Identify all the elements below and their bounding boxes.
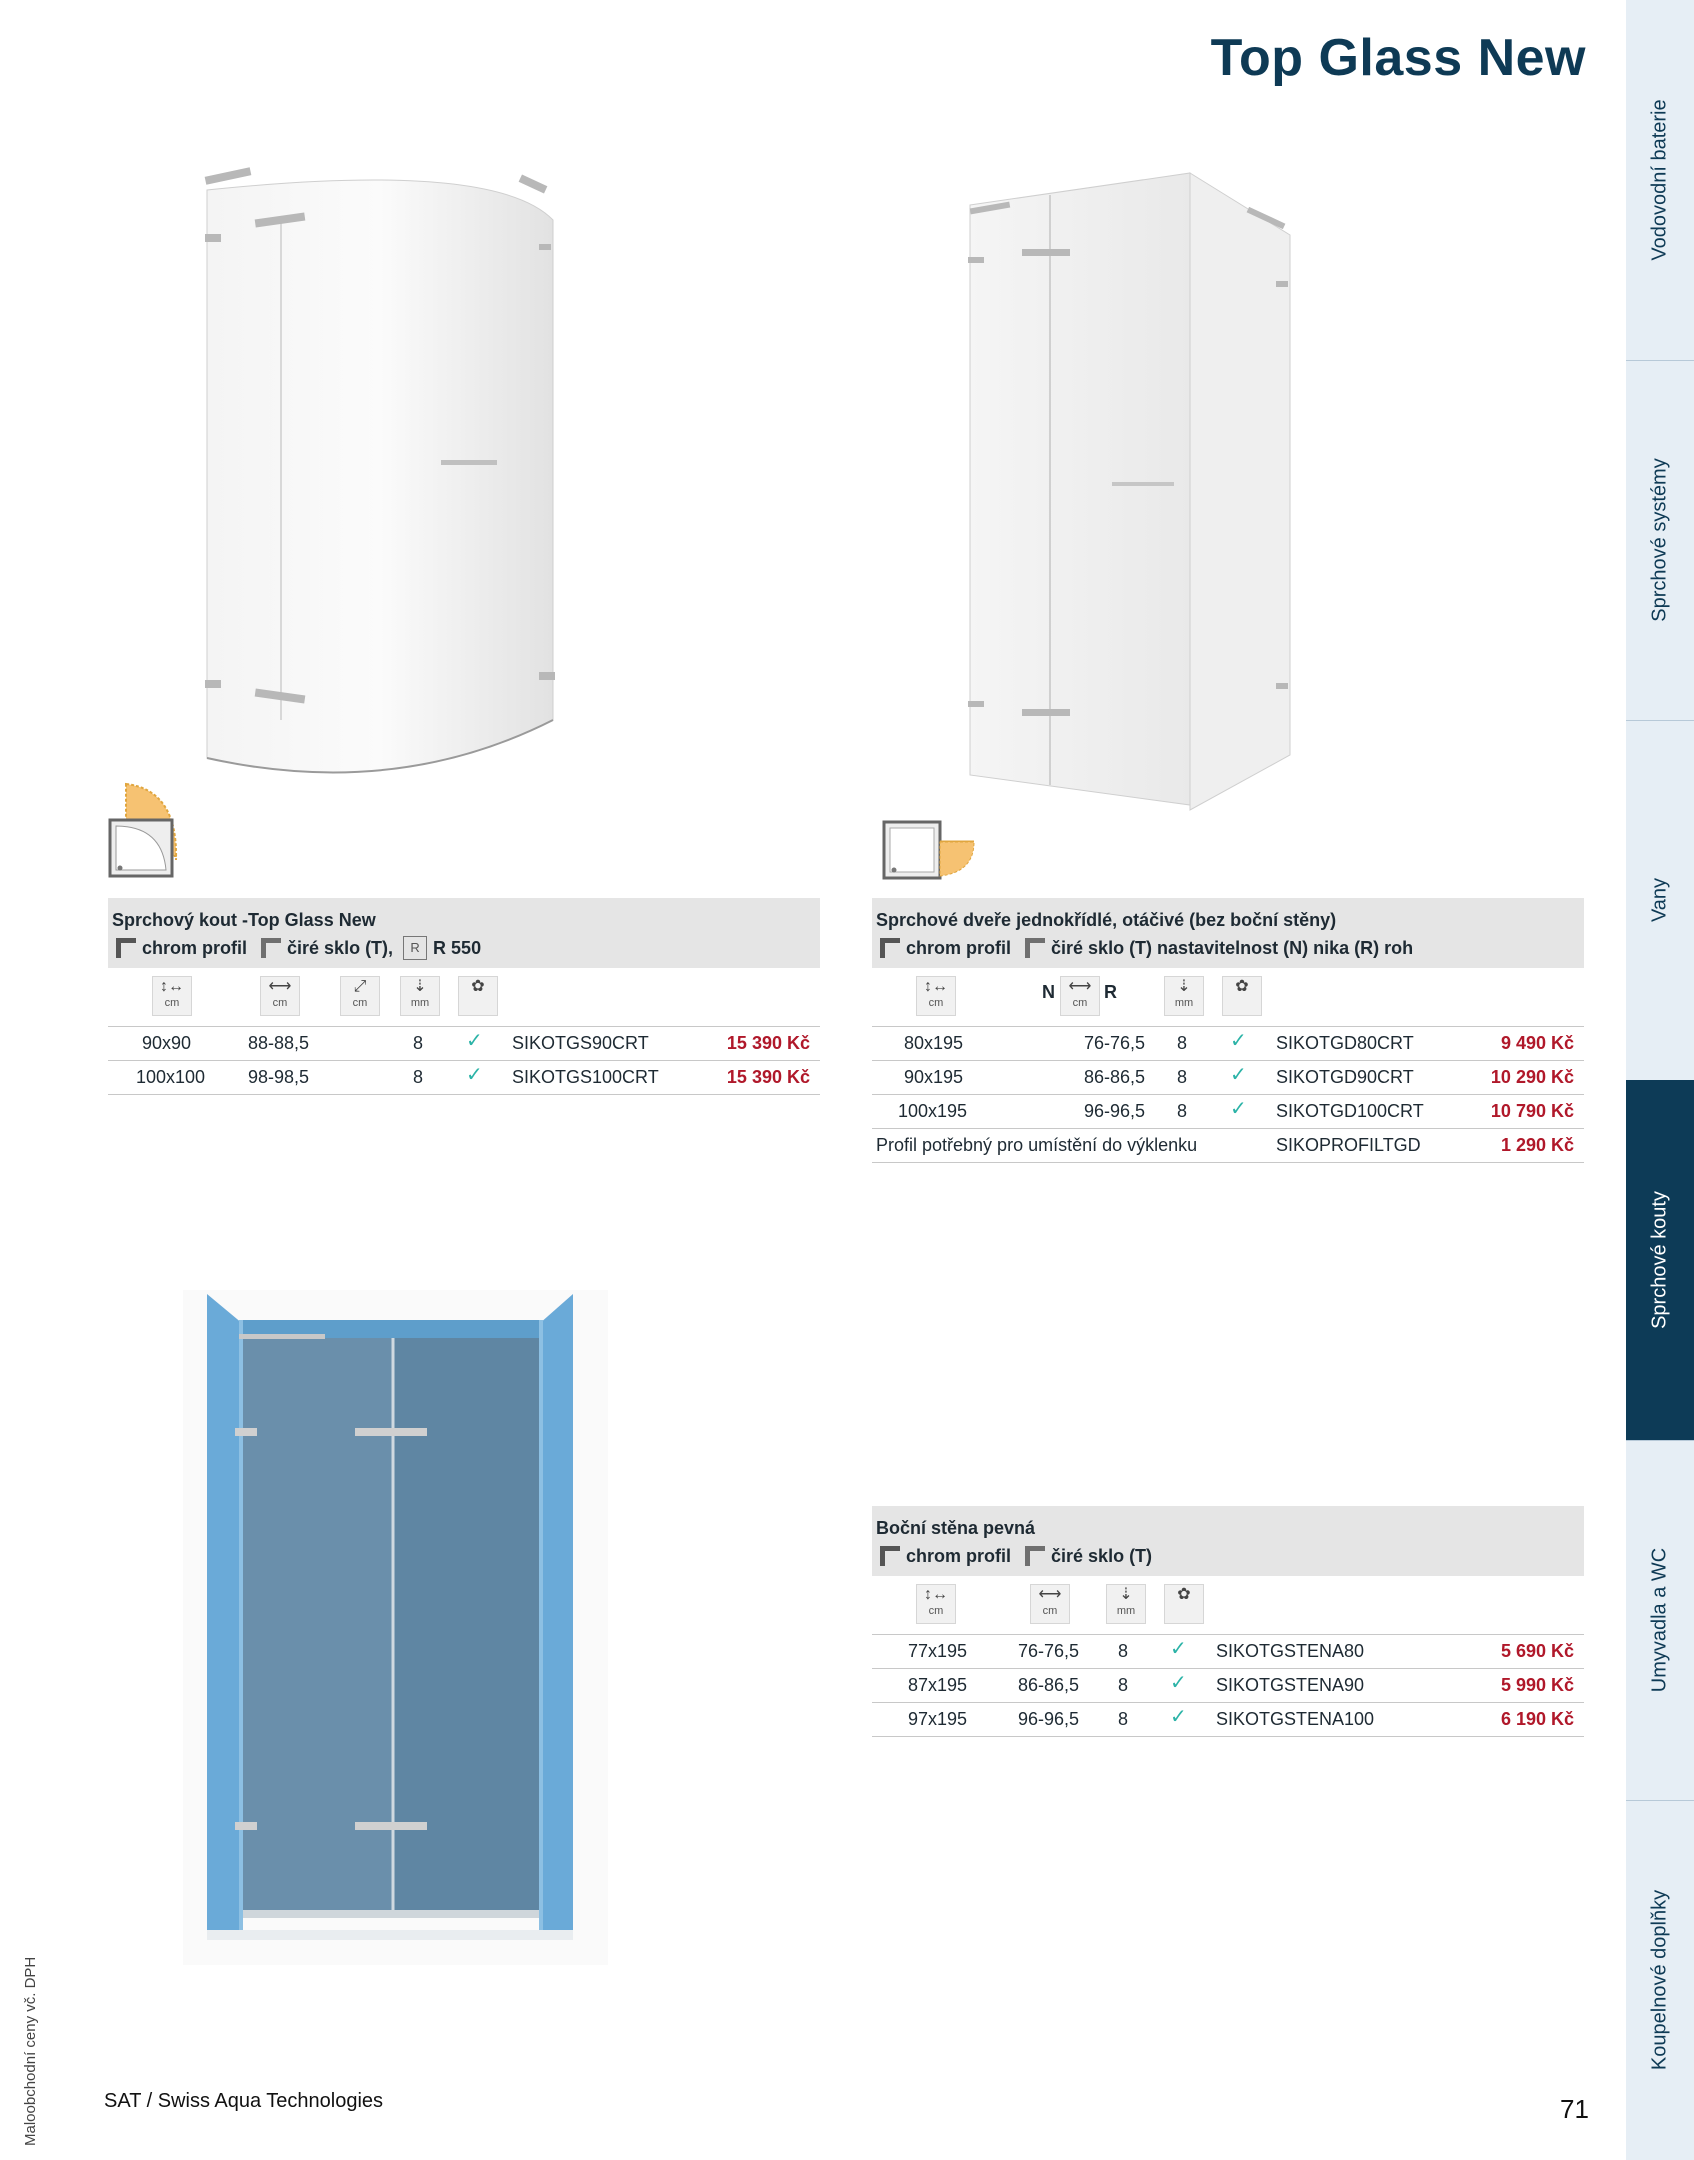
floor-plan-door-icon [882, 820, 976, 882]
category-tabs [1626, 0, 1694, 2160]
tab-label: Koupelnové doplňky [1648, 1889, 1671, 2071]
coating-icon: ✿ [1164, 1584, 1204, 1624]
tab-label: Umyvadla a WC [1648, 1547, 1671, 1693]
table-header [108, 898, 820, 968]
spec-icons-row [108, 968, 820, 1027]
product-heading: Sprchový kout -Top Glass New [112, 910, 376, 930]
table-row: 100x100 98-98,5 8 ✓ SIKOTGS100CRT 15 390 Kč [108, 1061, 820, 1095]
price: 10 790 Kč [1490, 1101, 1574, 1121]
table-row: 90x195 86-86,5 8 ✓ SIKOTGD90CRT 10 290 Kč [872, 1061, 1584, 1095]
tab-label: Vodovodní baterie [1648, 99, 1671, 261]
spec-icons-row [872, 968, 1584, 1027]
tab-vodovodni-baterie[interactable] [1626, 0, 1694, 361]
table-row: 90x90 88-88,5 8 ✓ SIKOTGS90CRT 15 390 Kč [108, 1027, 820, 1061]
dimensions-icon: ↕↔ cm [152, 976, 192, 1016]
tab-label: Vany [1648, 877, 1671, 923]
dimensions-icon: ↕↔ cm [916, 976, 956, 1016]
tab-koupelnove-doplnky[interactable] [1626, 1800, 1694, 2160]
price: 6 190 Kč [1500, 1709, 1574, 1729]
footer-brand: SAT / Swiss Aqua Technologies [104, 2090, 384, 2112]
price: 5 990 Kč [1500, 1675, 1574, 1695]
tab-umyvadla-a-wc[interactable] [1626, 1440, 1694, 1801]
price: 15 390 Kč [726, 1033, 810, 1053]
product-heading: Boční stěna pevná [876, 1518, 1036, 1538]
corner-label: R [1104, 982, 1117, 1002]
width-adjust-icon: ⟷ cm [1030, 1584, 1070, 1624]
table-row: 100x195 96-96,5 8 ✓ SIKOTGD100CRT 10 790 Kč [872, 1095, 1584, 1129]
check-icon: ✓ [1230, 1030, 1247, 1052]
product-image-quarter-round-enclosure [195, 160, 565, 780]
product-table-side-wall [872, 1506, 1584, 1737]
check-icon: ✓ [1230, 1098, 1247, 1120]
profile-icon [880, 1546, 900, 1566]
product-image-single-hinged-door [960, 165, 1300, 815]
profile-label: chrom profil [906, 1546, 1012, 1566]
profile-label: chrom profil [142, 938, 248, 958]
page-number: 71 [1560, 2094, 1589, 2124]
spec-icons-row [872, 1576, 1584, 1635]
coating-icon: ✿ [1222, 976, 1262, 1016]
glass-thickness-icon: ⇣ mm [1164, 976, 1204, 1016]
product-image-double-door-niche [183, 1290, 608, 1965]
width-adjust-icon: ⟷ cm [260, 976, 300, 1016]
price: 15 390 Kč [726, 1067, 810, 1087]
width-adjust-icon: ⟷ cm [1060, 976, 1100, 1016]
table-row: 97x195 96-96,5 8 ✓ SIKOTGSTENA100 6 190 Kč [872, 1703, 1584, 1737]
profile-icon [880, 938, 900, 958]
price: 1 290 Kč [1500, 1135, 1574, 1155]
check-icon: ✓ [466, 1030, 483, 1052]
glass-thickness-icon: ⇣ mm [400, 976, 440, 1016]
glass-label: čiré sklo (T) nastavitelnost (N) nika (R) roh [1051, 938, 1414, 958]
product-table-door [872, 898, 1584, 1163]
check-icon: ✓ [1170, 1706, 1187, 1728]
profile-label: chrom profil [906, 938, 1012, 958]
table-header [872, 898, 1584, 968]
tab-label: Sprchové kouty [1648, 1191, 1671, 1329]
radius-label: R 550 [433, 938, 482, 958]
radius-icon: R [403, 936, 427, 960]
dimensions-icon: ↕↔ cm [916, 1584, 956, 1624]
table-row: 77x195 76-76,5 8 ✓ SIKOTGSTENA80 5 690 Kč [872, 1635, 1584, 1669]
table-row: 80x195 76-76,5 8 ✓ SIKOTGD80CRT 9 490 Kč [872, 1027, 1584, 1061]
check-icon: ✓ [1170, 1638, 1187, 1660]
tab-label: Sprchové systémy [1648, 458, 1671, 622]
table-row: 87x195 86-86,5 8 ✓ SIKOTGSTENA90 5 990 Kč [872, 1669, 1584, 1703]
glass-icon [1025, 1546, 1045, 1566]
price: 5 690 Kč [1500, 1641, 1574, 1661]
entry-width-icon: ⤢ cm [340, 976, 380, 1016]
price-note: Maloobchodní ceny vč. DPH [22, 1956, 39, 2146]
tab-vany[interactable] [1626, 720, 1694, 1081]
tab-sprchove-systemy[interactable] [1626, 360, 1694, 721]
product-heading: Sprchové dveře jednokřídlé, otáčivé (bez boční stěny) [876, 910, 1337, 930]
profile-icon [116, 938, 136, 958]
price: 10 290 Kč [1490, 1067, 1574, 1087]
check-icon: ✓ [1230, 1064, 1247, 1086]
page-title: Top Glass New [1210, 29, 1586, 87]
floor-plan-quarter-round-icon [108, 780, 182, 880]
price: 9 490 Kč [1500, 1033, 1574, 1053]
check-icon: ✓ [466, 1064, 483, 1086]
glass-label: čiré sklo (T) [1051, 1546, 1153, 1566]
glass-thickness-icon: ⇣ mm [1106, 1584, 1146, 1624]
glass-icon [1025, 938, 1045, 958]
product-table-enclosure [108, 898, 820, 1095]
check-icon: ✓ [1170, 1672, 1187, 1694]
coating-icon: ✿ [458, 976, 498, 1016]
tab-sprchove-kouty[interactable] [1626, 1080, 1694, 1441]
glass-label: čiré sklo (T), [287, 938, 394, 958]
table-header [872, 1506, 1584, 1576]
glass-icon [261, 938, 281, 958]
adjustability-label: N [1042, 982, 1055, 1002]
table-row-accessory: Profil potřebný pro umístění do výklenku SIKOPROFILTGD 1 290 Kč [872, 1129, 1584, 1163]
